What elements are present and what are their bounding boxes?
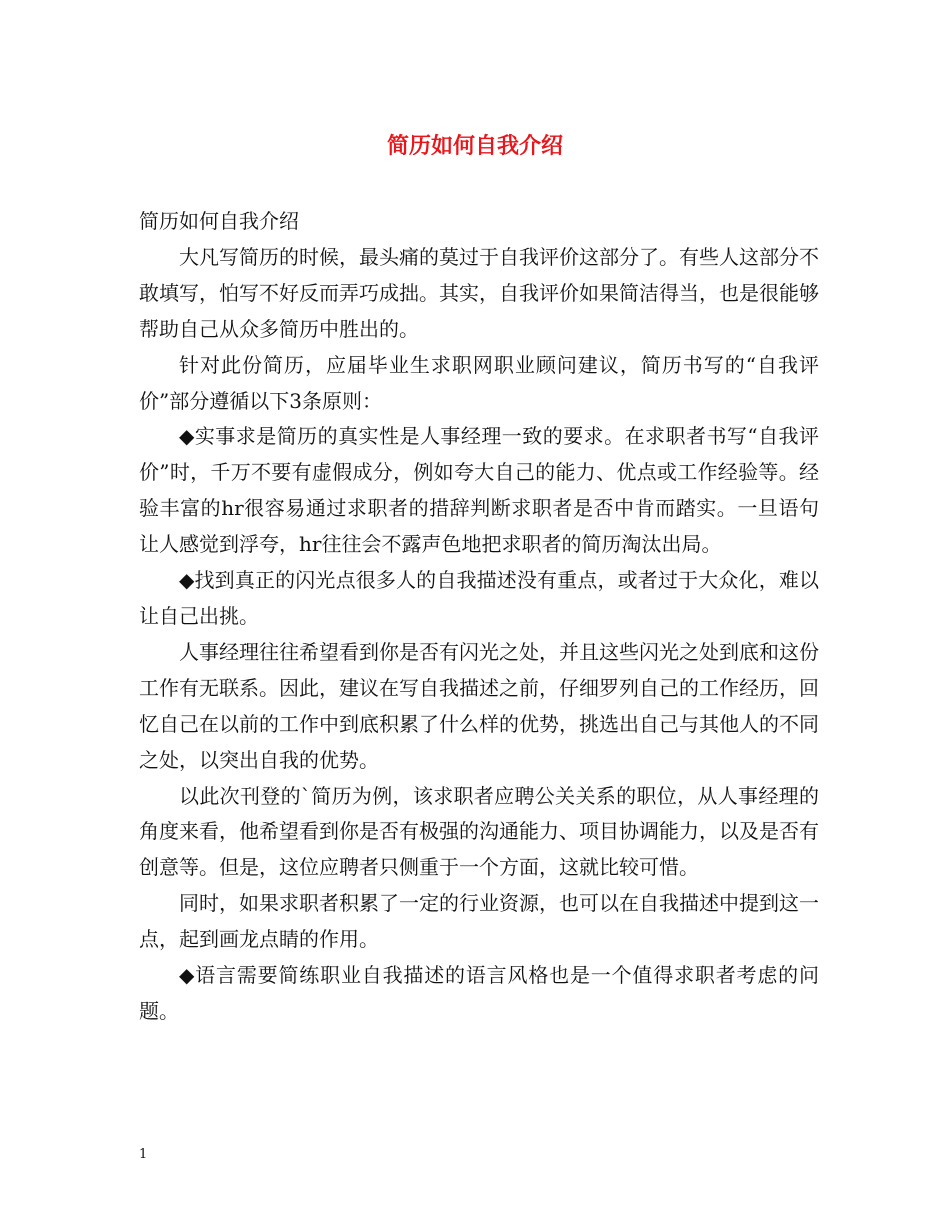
document-title: 简历如何自我介绍	[386, 133, 563, 159]
body-paragraph: 同时，如果求职者积累了一定的行业资源，也可以在自我描述中提到这一点，起到画龙点睛的作用。	[139, 891, 819, 952]
document-body	[139, 204, 819, 1030]
body-paragraph: 人事经理往往希望看到你是否有闪光之处，并且这些闪光之处到底和这份工作有无联系。因此，建议在写自我描述之前，仔细罗列自己的工作经历，回忆自己在以前的工作中到底积累了什么样的优势，挑选出自己与其他人的不同之处，以突出自我的优势。	[139, 639, 819, 772]
body-paragraph: ◆语言需要简练职业自我描述的语言风格也是一个值得求职者考虑的问题。	[139, 963, 819, 1023]
subtitle-paragraph: 简历如何自我介绍	[139, 209, 299, 233]
body-paragraph: ◆实事求是简历的真实性是人事经理一致的要求。在求职者书写“自我评价”时，千万不要有虚假成分，例如夸大自己的能力、优点或工作经验等。经验丰富的hr很容易通过求职者的措辞判断求职者是否中肯而踏实。一旦语句让人感觉到浮夸，hr往往会不露声色地把求职者的简历淘汰出局。	[139, 424, 819, 557]
body-paragraph: 以此次刊登的`简历为例，该求职者应聘公关关系的职位，从人事经理的角度来看，他希望看到你是否有极强的沟通能力、项目协调能力，以及是否有创意等。但是，这位应聘者只侧重于一个方面，这就比较可惜。	[139, 783, 819, 880]
body-paragraph: ◆找到真正的闪光点很多人的自我描述没有重点，或者过于大众化，难以让自己出挑。	[139, 568, 819, 628]
page-number: 1	[139, 1147, 148, 1162]
body-paragraph: 针对此份简历，应届毕业生求职网职业顾问建议，简历书写的“自我评价”部分遵循以下3条原则：	[139, 352, 819, 413]
body-paragraph: 大凡写简历的时候，最头痛的莫过于自我评价这部分了。有些人这部分不敢填写，怕写不好反而弄巧成拙。其实，自我评价如果简洁得当，也是很能够帮助自己从众多简历中胜出的。	[139, 244, 819, 341]
